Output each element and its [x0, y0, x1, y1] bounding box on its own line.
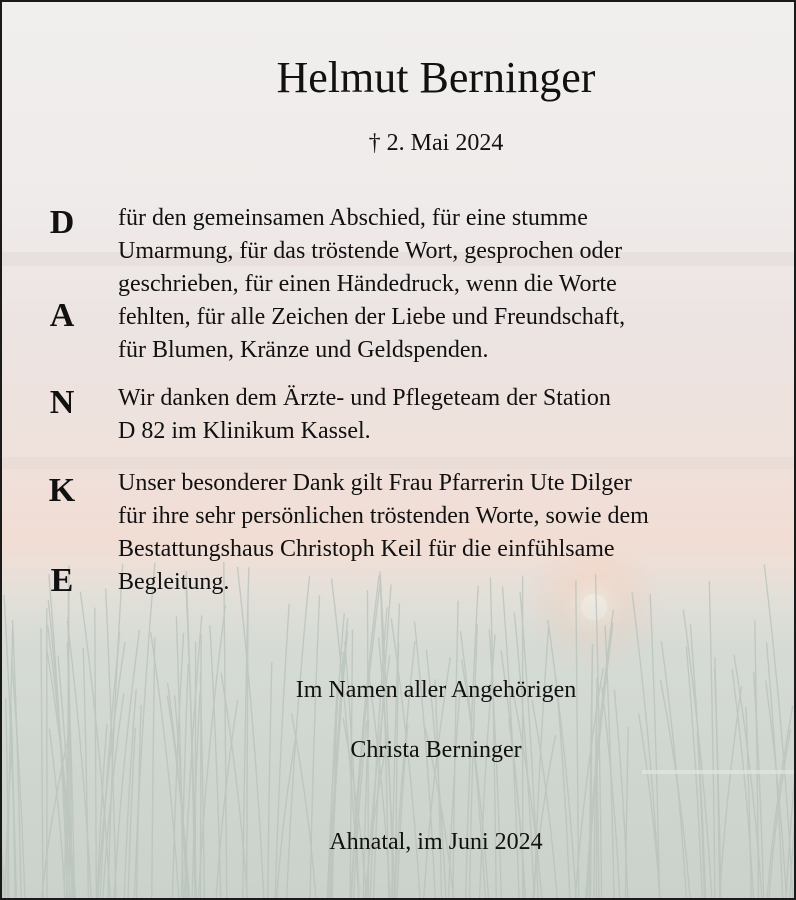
text-line: geschrieben, für einen Händedruck, wenn die Worte — [118, 271, 617, 297]
text-line: für ihre sehr persönlichen tröstenden Worte, sowie dem — [118, 503, 649, 529]
death-date: † 2. Mai 2024 — [368, 130, 504, 156]
text-line: D 82 im Klinikum Kassel. — [118, 418, 371, 444]
text-line: Unser besonderer Dank gilt Frau Pfarrerin Ute Dilger — [118, 470, 632, 496]
text-line: für Blumen, Kränze und Geldspenden. — [118, 337, 489, 363]
signature-name: Christa Berninger — [350, 737, 522, 763]
thanks-paragraph-3 — [118, 467, 778, 599]
acrostic-letter-k: K — [48, 472, 76, 509]
acrostic-letter-d: D — [49, 204, 75, 241]
text-line: Wir danken dem Ärzte- und Pflegeteam der Station — [118, 385, 611, 411]
acrostic-letter-a: A — [49, 297, 75, 334]
text-line: für den gemeinsamen Abschied, für eine stumme — [118, 205, 588, 231]
thanks-paragraph-2 — [118, 382, 778, 448]
text-line: Begleitung. — [118, 569, 230, 595]
acrostic-letter-e: E — [50, 562, 74, 599]
text-line: fehlten, für alle Zeichen der Liebe und Freundschaft, — [118, 304, 626, 330]
acrostic-letter-n: N — [49, 384, 75, 421]
text-line: Bestattungshaus Christoph Keil für die einfühlsame — [118, 536, 615, 562]
place-and-date: Ahnatal, im Juni 2024 — [329, 829, 543, 855]
thanks-paragraph-1 — [118, 202, 778, 367]
deceased-name: Helmut Berninger — [276, 53, 596, 102]
text-line: Umarmung, für das tröstende Wort, gesprochen oder — [118, 238, 623, 264]
signature-intro: Im Namen aller Angehörigen — [295, 677, 577, 703]
